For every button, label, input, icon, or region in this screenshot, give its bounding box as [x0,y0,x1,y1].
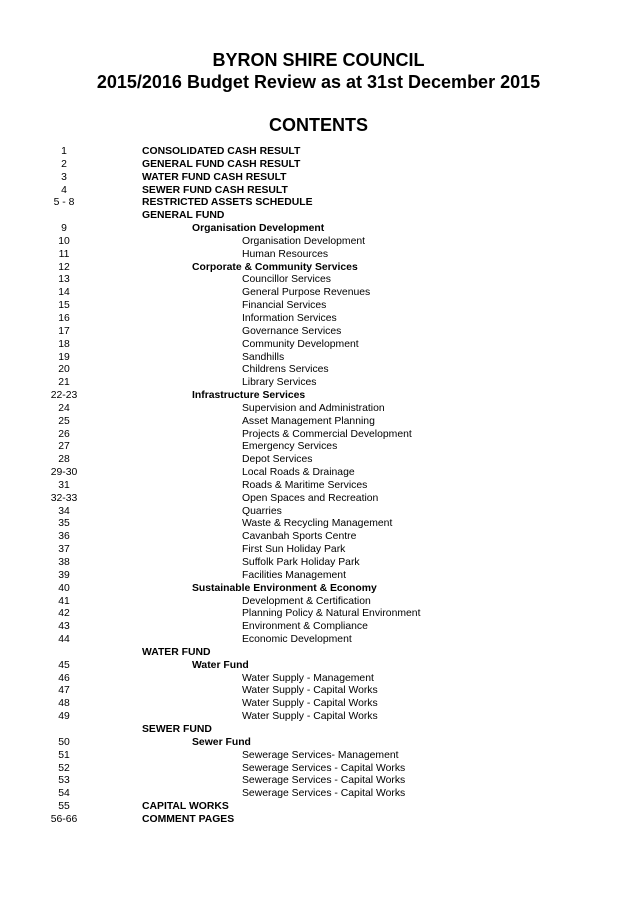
toc-row [0,673,637,686]
toc-page-number: 26 [58,428,70,440]
toc-page-number: 15 [58,300,70,312]
toc-page-number: 36 [58,531,70,543]
toc-page-number: 24 [58,402,70,414]
toc-row [0,185,637,198]
toc-row [0,750,637,763]
toc-page-number: 53 [58,775,70,787]
toc-row [0,711,637,724]
toc-entry-label: COMMENT PAGES [142,813,235,825]
toc-entry-label: Supervision and Administration [242,402,385,414]
toc-page-number: 4 [61,184,67,196]
toc-page-number: 22-23 [50,390,78,402]
toc-entry-label: Sewerage Services - Capital Works [242,788,406,800]
toc-row [0,467,637,480]
toc-entry-label: Sandhills [242,351,285,363]
toc-row [0,313,637,326]
toc-page-number: 2 [61,158,67,170]
toc-entry-label: Cavanbah Sports Centre [242,531,357,543]
document-title: 2015/2016 Budget Review as at 31st December 2015 [96,72,541,92]
toc-row [0,596,637,609]
toc-page-number: 37 [58,544,70,556]
toc-row [0,608,637,621]
toc-entry-label: Financial Services [242,300,327,312]
toc-page-number: 19 [58,351,70,363]
toc-row [0,210,637,223]
toc-entry-label: CAPITAL WORKS [142,801,229,813]
toc-page-number: 48 [58,698,70,710]
contents-heading: CONTENTS [269,115,368,135]
toc-row [0,493,637,506]
toc-entry-label: GENERAL FUND [142,210,225,222]
toc-row [0,801,637,814]
toc-row [0,544,637,557]
toc-entry-label: Facilities Management [242,569,346,581]
toc-row [0,249,637,262]
toc-page-number: 17 [58,325,70,337]
toc-row [0,364,637,377]
toc-entry-label: Roads & Maritime Services [242,479,368,491]
toc-row [0,518,637,531]
toc-row [0,454,637,467]
toc-page-number: 13 [58,274,70,286]
toc-entry-label: First Sun Holiday Park [242,544,346,556]
toc-page-number: 47 [58,685,70,697]
toc-page-number: 46 [58,672,70,684]
toc-entry-label: RESTRICTED ASSETS SCHEDULE [142,197,313,209]
toc-row [0,339,637,352]
toc-entry-label: Water Supply - Capital Works [242,685,378,697]
toc-entry-label: Projects & Commercial Development [242,428,412,440]
toc-row [0,326,637,339]
toc-entry-label: Governance Services [242,325,342,337]
toc-entry-label: Organisation Development [192,223,325,235]
toc-row [0,403,637,416]
toc-entry-label: WATER FUND [142,646,211,658]
toc-entry-label: Sewerage Services - Capital Works [242,762,406,774]
toc-entry-label: Infrastructure Services [192,390,306,402]
toc-entry-label: Sewerage Services- Management [242,749,399,761]
toc-entry-label: SEWER FUND [142,723,212,735]
toc-row [0,236,637,249]
toc-page-number: 12 [58,261,70,273]
toc-row [0,287,637,300]
toc-row [0,429,637,442]
toc-row [0,531,637,544]
toc-row [0,300,637,313]
toc-page-number: 55 [58,801,70,813]
toc-page-number: 21 [58,377,70,389]
toc-entry-label: Quarries [242,505,282,517]
toc-page-number: 5 - 8 [53,197,75,209]
toc-page-number: 1 [61,146,67,157]
council-name: BYRON SHIRE COUNCIL [212,50,425,70]
toc-row [0,262,637,275]
toc-entry-label: Open Spaces and Recreation [242,492,379,504]
toc-entry-label: Organisation Development [242,235,366,247]
toc-entry-label: SEWER FUND CASH RESULT [142,184,288,196]
toc-row [0,724,637,737]
toc-entry-label: Corporate & Community Services [192,261,358,273]
toc-entry-label: Local Roads & Drainage [242,467,355,479]
table-of-contents [0,146,637,827]
toc-page-number: 10 [58,235,70,247]
toc-row [0,172,637,185]
toc-page-number: 11 [58,248,70,260]
toc-page-number: 44 [58,634,70,646]
toc-entry-label: Councillor Services [242,274,331,286]
toc-entry-label: Library Services [242,377,317,389]
toc-row [0,146,637,159]
toc-page-number: 56-66 [50,813,78,825]
toc-row [0,377,637,390]
toc-entry-label: CONSOLIDATED CASH RESULT [142,146,301,157]
toc-row [0,775,637,788]
toc-row [0,441,637,454]
toc-page-number: 52 [58,762,70,774]
toc-page-number: 40 [58,582,70,594]
toc-entry-label: Economic Development [242,634,352,646]
toc-page-number: 54 [58,788,70,800]
toc-page-number: 28 [58,454,70,466]
toc-page-number: 14 [58,287,70,299]
toc-row [0,737,637,750]
toc-row [0,197,637,210]
toc-page-number: 35 [58,518,70,530]
toc-page-number: 49 [58,711,70,723]
toc-page-number: 31 [58,479,70,491]
toc-row [0,159,637,172]
toc-entry-label: Suffolk Park Holiday Park [242,557,360,568]
toc-entry-label: GENERAL FUND CASH RESULT [142,158,301,170]
toc-row [0,352,637,365]
toc-row [0,557,637,570]
toc-entry-label: Sustainable Environment & Economy [192,582,377,594]
toc-row [0,698,637,711]
toc-entry-label: Sewer Fund [192,736,251,748]
toc-entry-label: Community Development [242,338,359,350]
toc-page-number: 38 [58,557,70,568]
toc-page-number: 45 [58,659,70,671]
toc-entry-label: Depot Services [242,454,313,466]
toc-row [0,570,637,583]
toc-row [0,621,637,634]
toc-entry-label: WATER FUND CASH RESULT [142,171,287,183]
toc-page-number: 9 [61,223,67,235]
toc-row [0,814,637,827]
toc-page-number: 16 [58,312,70,324]
toc-entry-label: Development & Certification [242,595,371,607]
toc-entry-label: Water Supply - Capital Works [242,698,378,710]
toc-entry-label: Asset Management Planning [242,415,375,427]
toc-entry-label: Planning Policy & Natural Environment [242,608,421,620]
toc-entry-label: Waste & Recycling Management [242,518,393,530]
toc-entry-label: General Purpose Revenues [242,287,371,299]
toc-page-number: 41 [58,595,70,607]
toc-entry-label: Water Supply - Management [242,672,374,684]
toc-row [0,634,637,647]
toc-page-number: 18 [58,338,70,350]
toc-entry-label: Childrens Services [242,364,329,376]
toc-row [0,647,637,660]
toc-row [0,788,637,801]
toc-entry-label: Human Resources [242,248,329,260]
toc-page-number: 39 [58,569,70,581]
toc-entry-label: Water Fund [192,659,249,671]
toc-row [0,660,637,673]
toc-entry-label: Environment & Compliance [242,621,368,633]
toc-row [0,506,637,519]
toc-entry-label: Emergency Services [242,441,338,453]
toc-page-number: 29-30 [50,467,78,479]
toc-page-number: 20 [58,364,70,376]
toc-row [0,583,637,596]
toc-entry-label: Information Services [242,312,337,324]
toc-page-number: 25 [58,415,70,427]
toc-page-number: 34 [58,505,70,517]
toc-page-number: 50 [58,736,70,748]
toc-page-number: 42 [58,608,70,620]
toc-page-number: 43 [58,621,70,633]
toc-entry-label: Water Supply - Capital Works [242,711,378,723]
toc-row [0,223,637,236]
toc-page-number: 32-33 [50,492,78,504]
toc-row [0,416,637,429]
toc-row [0,685,637,698]
toc-page-number: 3 [61,171,67,183]
toc-row [0,274,637,287]
toc-page-number: 51 [58,749,70,761]
toc-page-number: 27 [58,441,70,453]
toc-row [0,480,637,493]
toc-row [0,390,637,403]
toc-row [0,763,637,776]
toc-entry-label: Sewerage Services - Capital Works [242,775,406,787]
